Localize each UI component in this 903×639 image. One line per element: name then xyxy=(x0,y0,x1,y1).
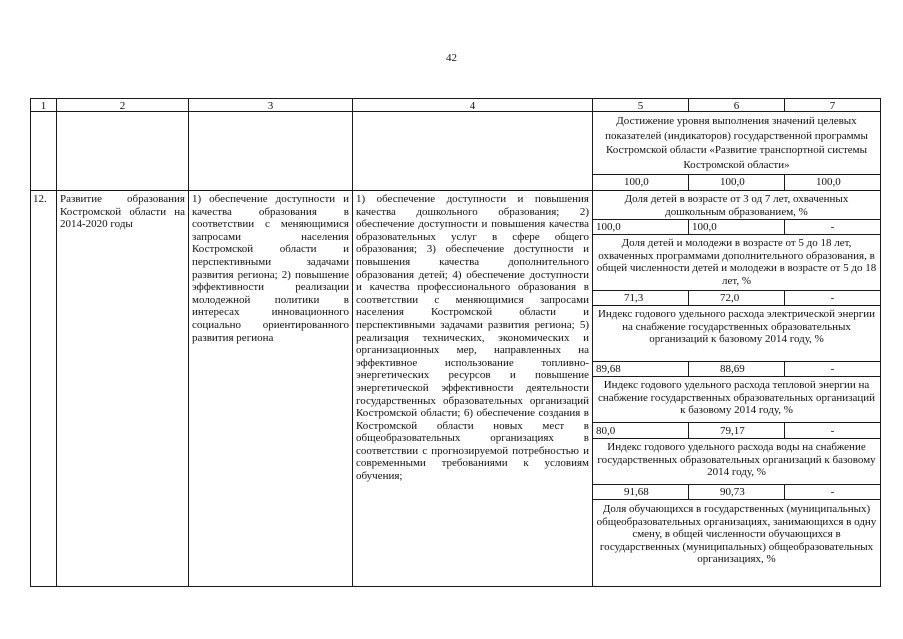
col-border-5-group xyxy=(688,174,689,191)
group-title: Достижение уровня выполнения значений целевых показателей (индикаторов) государственной программы Костромской области «Развитие транспортной системы Костромской области» xyxy=(605,115,868,171)
indicator-1-values-border xyxy=(592,234,881,235)
indicator-value-5: 71,3 xyxy=(624,292,644,304)
indicator-2-values-border xyxy=(592,305,881,306)
group-value-6: 100,0 xyxy=(720,176,745,188)
group-value-5: 100,0 xyxy=(624,176,649,188)
indicator-value-6: 88,69 xyxy=(720,363,745,375)
col-border-5-ind1 xyxy=(688,219,689,235)
indicator-value-7: - xyxy=(830,425,835,437)
indicator-title: Доля детей в возрасте от 3 од 7 лет, охваченных дошкольным образованием, % xyxy=(624,193,849,218)
indicator-5-values-border xyxy=(592,499,881,500)
indicator-3-title-border xyxy=(592,361,881,362)
header-col-7: 7 xyxy=(829,100,836,112)
indicator-3-values-border xyxy=(592,376,881,377)
row-number: 12. xyxy=(33,193,47,205)
indicator-5-title-border xyxy=(592,484,881,485)
table-top-border xyxy=(30,98,881,99)
col-border-4 xyxy=(592,98,593,587)
indicator-value-7: - xyxy=(830,363,835,375)
indicator-value-7: - xyxy=(830,221,835,233)
program-tasks: 1) обеспечение доступности и повышения качества дошкольного образования; 2) обеспечение доступности и повышения качества образовательных услуг в сфере общего образования; 3) обеспечение доступности и повышения качества дополнительного образования детей; 4) обеспечение доступности и качества профессионального образования в соответствии с меняющимися запросами населения Костромской области и перспективными задачами развития региона; 5) реализация технических, экономических и организационных мер, направленных на эффективное использование топливно-энергетических ресурсов и повышение энергетической эффективности деятельности государственных образовательных организаций Костромской области; 6) обеспечение создания в Костромской области новых мест в общеобразовательных организациях в соответствии с прогнозируемой потребностью и современными требованиями к условиям обучения; xyxy=(356,193,589,483)
col-border-6-group xyxy=(784,174,785,191)
indicator-4-title-border xyxy=(592,422,881,423)
group-title-border xyxy=(592,174,881,175)
indicator-title: Индекс годового удельного расхода электрической энергии на снабжение государственных образовательных организаций к базовому 2014 году, % xyxy=(597,308,876,346)
indicator-title: Индекс годового удельного расхода тепловой энергии на снабжение государственных образовательных организаций к базовому 2014 году, % xyxy=(597,379,876,417)
col-border-5-ind3 xyxy=(688,361,689,377)
col-border-2 xyxy=(188,98,189,587)
col-border-1 xyxy=(56,98,57,587)
indicator-value-7: - xyxy=(830,486,835,498)
indicator-value-7: - xyxy=(830,292,835,304)
program-goals: 1) обеспечение доступности и качества образования в соответствии с меняющимися запросами населения Костромской области и перспективными задачами развития региона; 2) повышение эффективности реализации молодежной политики в интересах инновационного социально ориентированного развития региона xyxy=(192,193,349,344)
indicator-2-title-border xyxy=(592,290,881,291)
col-border-3 xyxy=(352,98,353,587)
indicator-value-5: 89,68 xyxy=(596,363,621,375)
indicator-value-6: 100,0 xyxy=(692,221,717,233)
header-col-4: 4 xyxy=(469,100,476,112)
indicator-value-5: 80,0 xyxy=(596,425,616,437)
indicator-title: Индекс годового удельного расхода воды на снабжение государственных образовательных организаций к базовому 2014 году, % xyxy=(597,441,876,479)
header-col-1: 1 xyxy=(40,100,47,112)
program-name: Развитие образования Костромской области на 2014-2020 годы xyxy=(60,193,185,231)
header-col-2: 2 xyxy=(119,100,126,112)
page-number: 42 xyxy=(446,52,457,64)
col-border-right xyxy=(880,98,881,587)
indicator-4-values-border xyxy=(592,438,881,439)
indicator-title: Доля детей и молодежи в возрасте от 5 до 18 лет, охваченных программами дополнительного образования, в общей численности детей и молодежи в возрасте от 5 до 18 лет, % xyxy=(596,237,877,287)
header-col-3: 3 xyxy=(267,100,274,112)
col-border-5-ind5 xyxy=(688,484,689,500)
header-col-6: 6 xyxy=(733,100,740,112)
indicator-title: Доля обучающихся в государственных (муниципальных) общеобразовательных организациях, занимающихся в одну смену, в общей численности обучающихся в государственных (муниципальных) общеобразовательных организациях, % xyxy=(596,503,877,566)
col-border-left xyxy=(30,98,31,587)
indicator-value-6: 90,73 xyxy=(720,486,745,498)
col-border-5-ind2 xyxy=(688,290,689,306)
table-bottom-border xyxy=(30,586,881,587)
row-12-top-border xyxy=(30,190,881,191)
col-border-5-ind4 xyxy=(688,422,689,439)
indicator-value-5: 91,68 xyxy=(624,486,649,498)
indicator-value-6: 72,0 xyxy=(720,292,740,304)
indicator-1-title-border xyxy=(592,219,881,220)
header-col-5: 5 xyxy=(637,100,644,112)
group-value-7: 100,0 xyxy=(816,176,841,188)
indicator-value-5: 100,0 xyxy=(596,221,621,233)
indicator-value-6: 79,17 xyxy=(720,425,745,437)
